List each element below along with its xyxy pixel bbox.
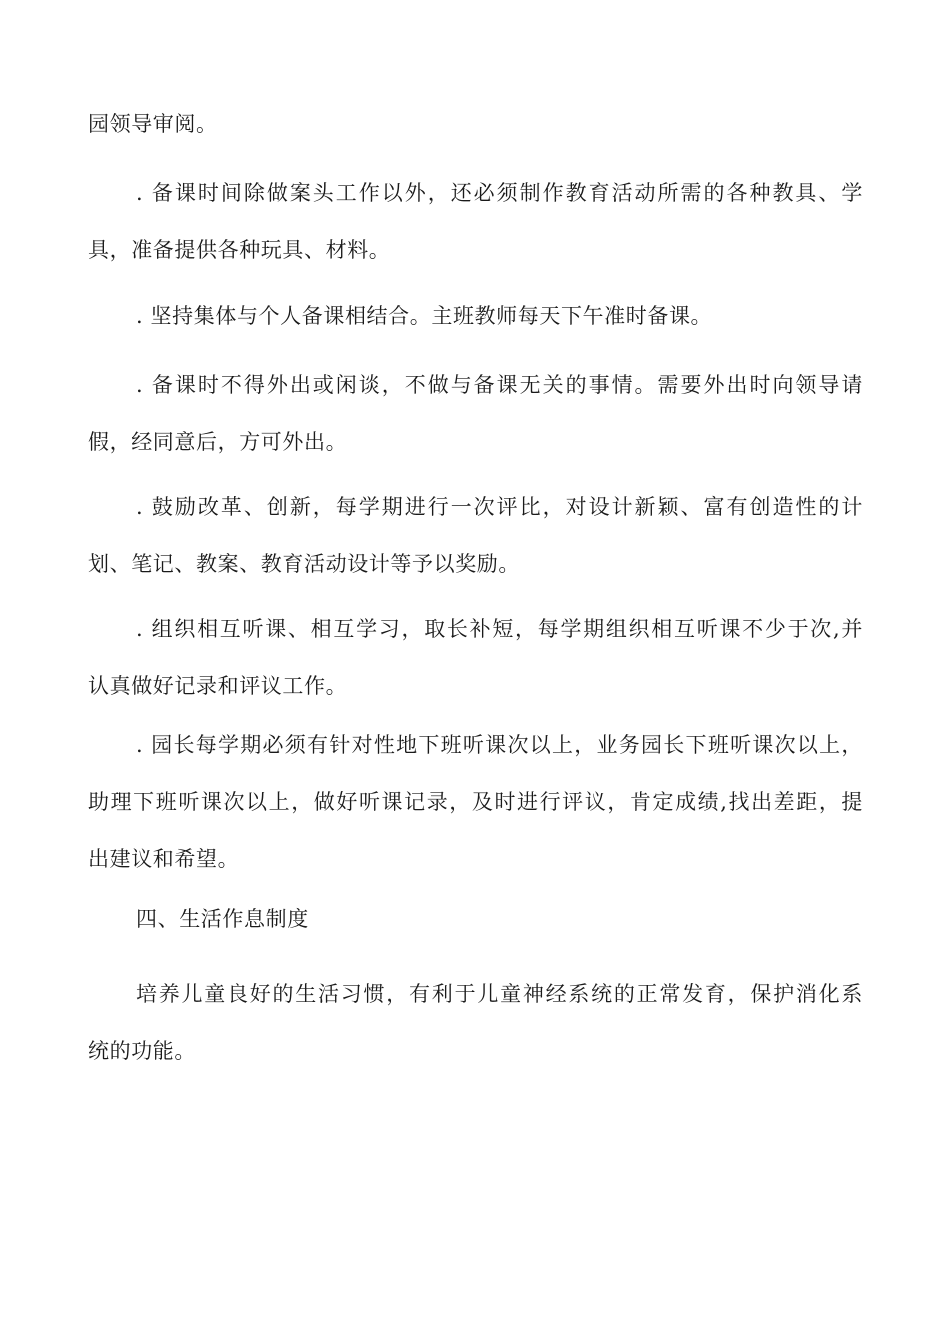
- text-line: . 园长每学期必须有针对性地下班听课次以上，业务园长下班听课次以上，: [136, 733, 863, 757]
- paragraph-prep-materials: [88, 165, 863, 279]
- text-line: 统的功能。: [88, 1039, 196, 1063]
- text-line: 认真做好记录和评议工作。: [88, 674, 348, 698]
- paragraph-continuation: [88, 96, 863, 153]
- text-line: 培养儿童良好的生活习惯，有利于儿童神经系统的正常发育，保护消化系: [136, 982, 863, 1006]
- text-line: . 备课时不得外出或闲谈，不做与备课无关的事情。需要外出时向领导请: [136, 373, 863, 397]
- paragraph-daily-routine: [88, 966, 863, 1080]
- section-heading: [88, 891, 863, 948]
- text-line: 助理下班听课次以上，做好听课记录，及时进行评议，肯定成绩,找出差距，提: [88, 790, 863, 814]
- paragraph-peer-observation: [88, 601, 863, 715]
- text-line: . 备课时间除做案头工作以外，还必须制作教育活动所需的各种教具、学: [136, 181, 863, 205]
- text-line: 假，经同意后，方可外出。: [88, 430, 348, 454]
- text-line: 划、笔记、教案、教育活动设计等予以奖励。: [88, 552, 520, 576]
- paragraph-director-observation: [88, 717, 863, 888]
- text-line: 出建议和希望。: [88, 847, 240, 871]
- text-line: 具，准备提供各种玩具、材料。: [88, 238, 391, 262]
- text-line: 园领导审阅。: [88, 112, 218, 136]
- paragraph-collective-prep: [88, 288, 863, 345]
- section-title: 四、生活作息制度: [136, 907, 309, 931]
- text-line: . 鼓励改革、创新，每学期进行一次评比，对设计新颖、富有创造性的计: [136, 495, 863, 519]
- paragraph-no-leaving: [88, 357, 863, 471]
- text-line: . 坚持集体与个人备课相结合。主班教师每天下午准时备课。: [136, 304, 713, 328]
- text-line: . 组织相互听课、相互学习，取长补短，每学期组织相互听课不少于次,并: [136, 617, 863, 641]
- paragraph-innovation: [88, 479, 863, 593]
